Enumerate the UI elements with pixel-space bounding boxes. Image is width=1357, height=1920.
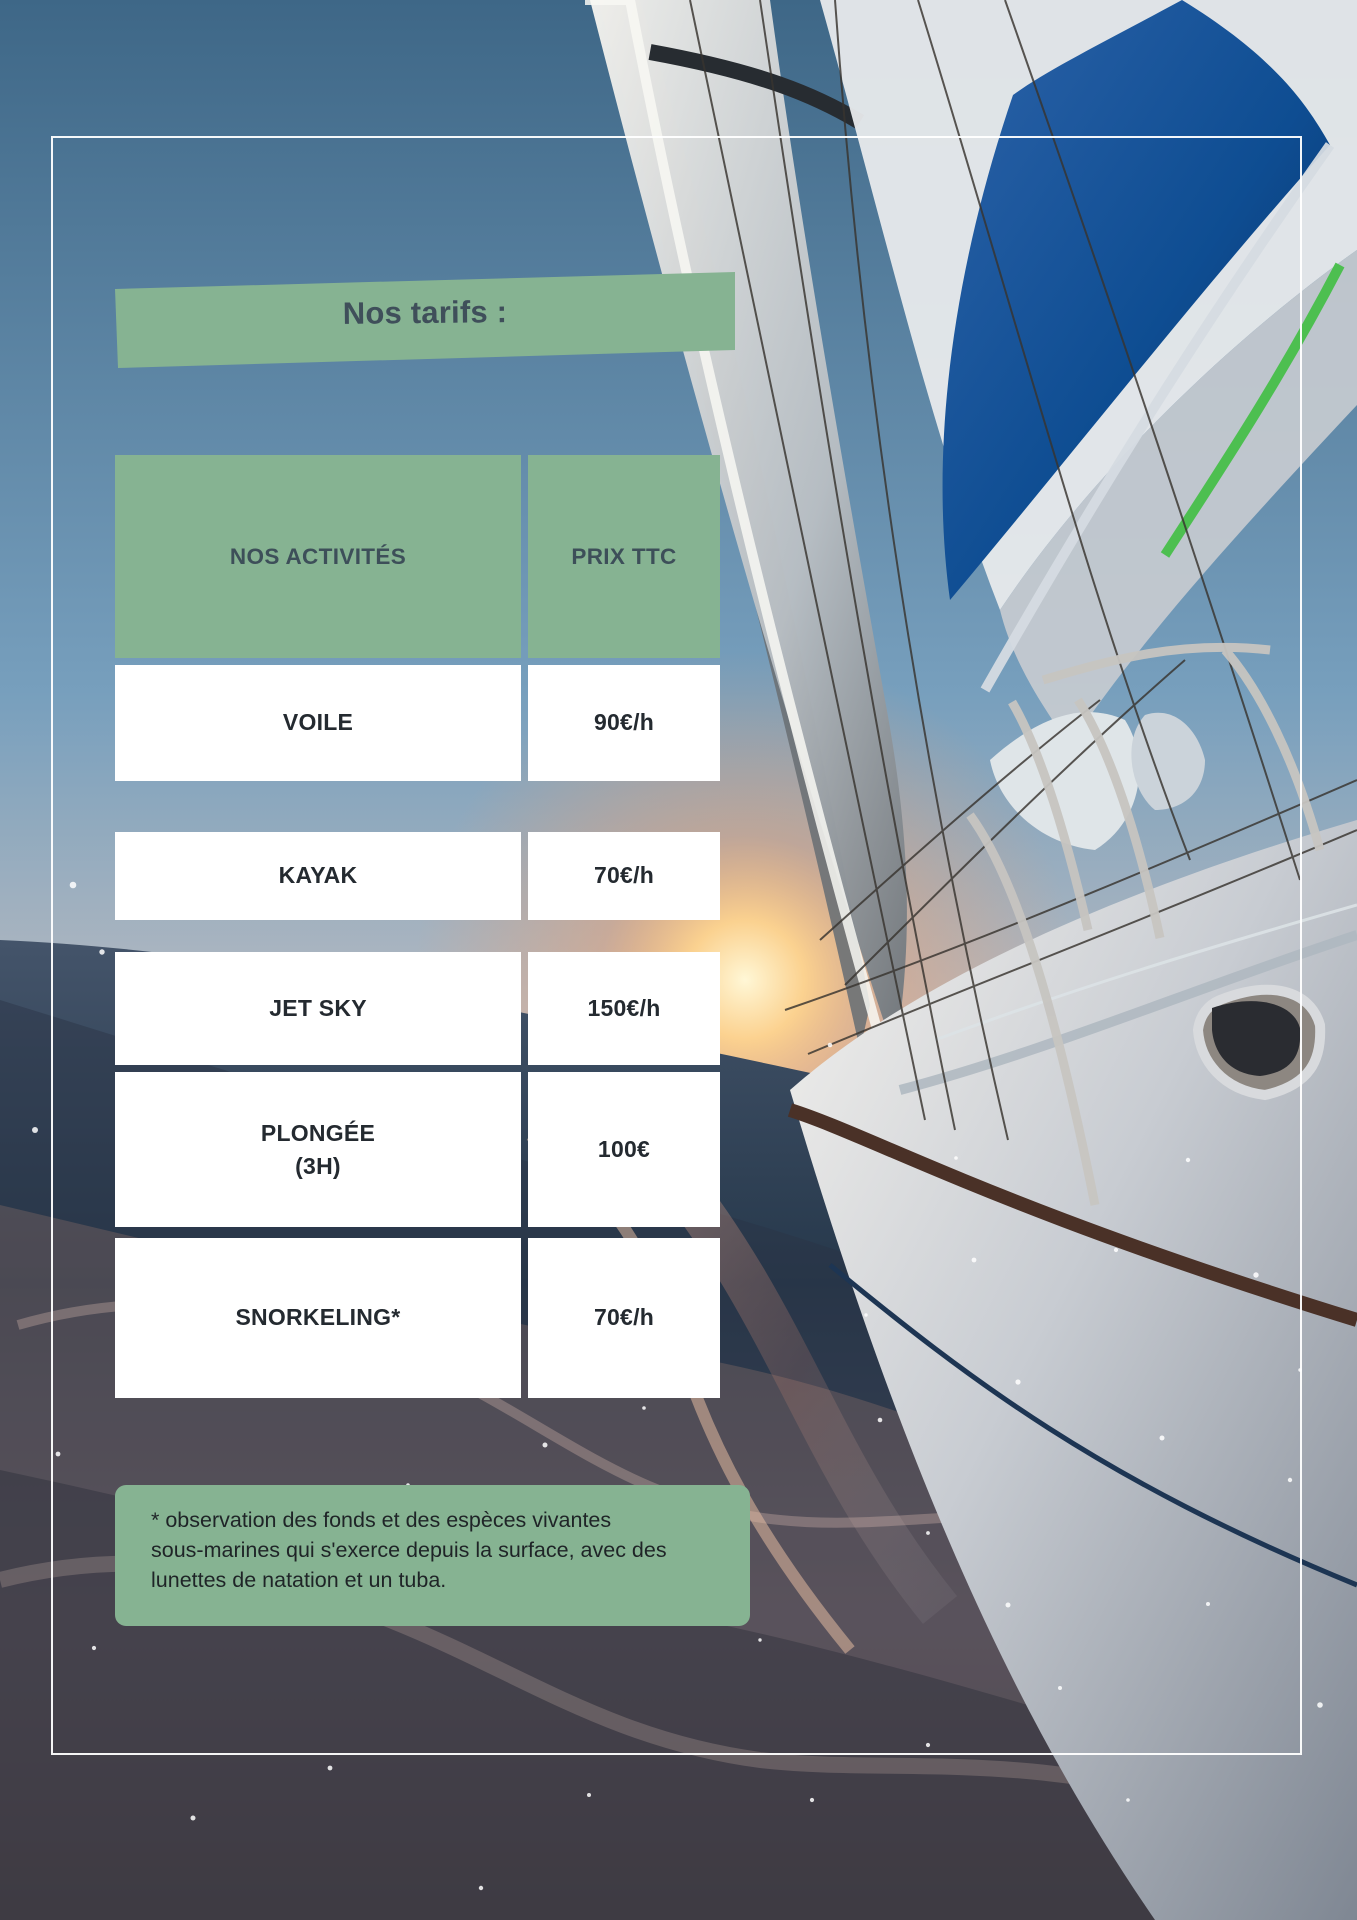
pricing-title-banner: [115, 272, 735, 362]
activity-cell-plongee: [115, 1072, 521, 1227]
price-cell-snorkeling: 70€/h: [528, 1238, 720, 1398]
page-title: Nos tarifs :: [342, 294, 508, 331]
price-cell-plongee: 100€: [528, 1072, 720, 1227]
snorkeling-note-line-1: * observation des fonds et des espèces vivantes: [151, 1508, 612, 1532]
snorkeling-note-line-3: lunettes de natation et un tuba.: [151, 1568, 447, 1592]
activity-cell-jet-sky: JET SKY: [115, 952, 521, 1065]
price-cell-voile: 90€/h: [528, 665, 720, 781]
pricing-table: [115, 455, 720, 1398]
activity-column-header: NOS ACTIVITÉS: [115, 455, 521, 658]
activity-cell-kayak: KAYAK: [115, 832, 521, 920]
snorkeling-note-box: [115, 1485, 750, 1626]
snorkeling-note-line-2: sous-marines qui s'exerce depuis la surface, avec des: [151, 1538, 667, 1562]
activity-cell-plongee-line-1: PLONGÉE: [260, 1119, 376, 1146]
activity-cell-plongee-line-2: (3H): [295, 1152, 341, 1179]
activity-cell-voile: VOILE: [115, 665, 521, 781]
price-column-header: PRIX TTC: [528, 455, 720, 658]
price-cell-jet-sky: 150€/h: [528, 952, 720, 1065]
activity-cell-snorkeling: SNORKELING*: [115, 1238, 521, 1398]
activity-cell-plongee-text: [261, 1117, 375, 1183]
price-cell-kayak: 70€/h: [528, 832, 720, 920]
